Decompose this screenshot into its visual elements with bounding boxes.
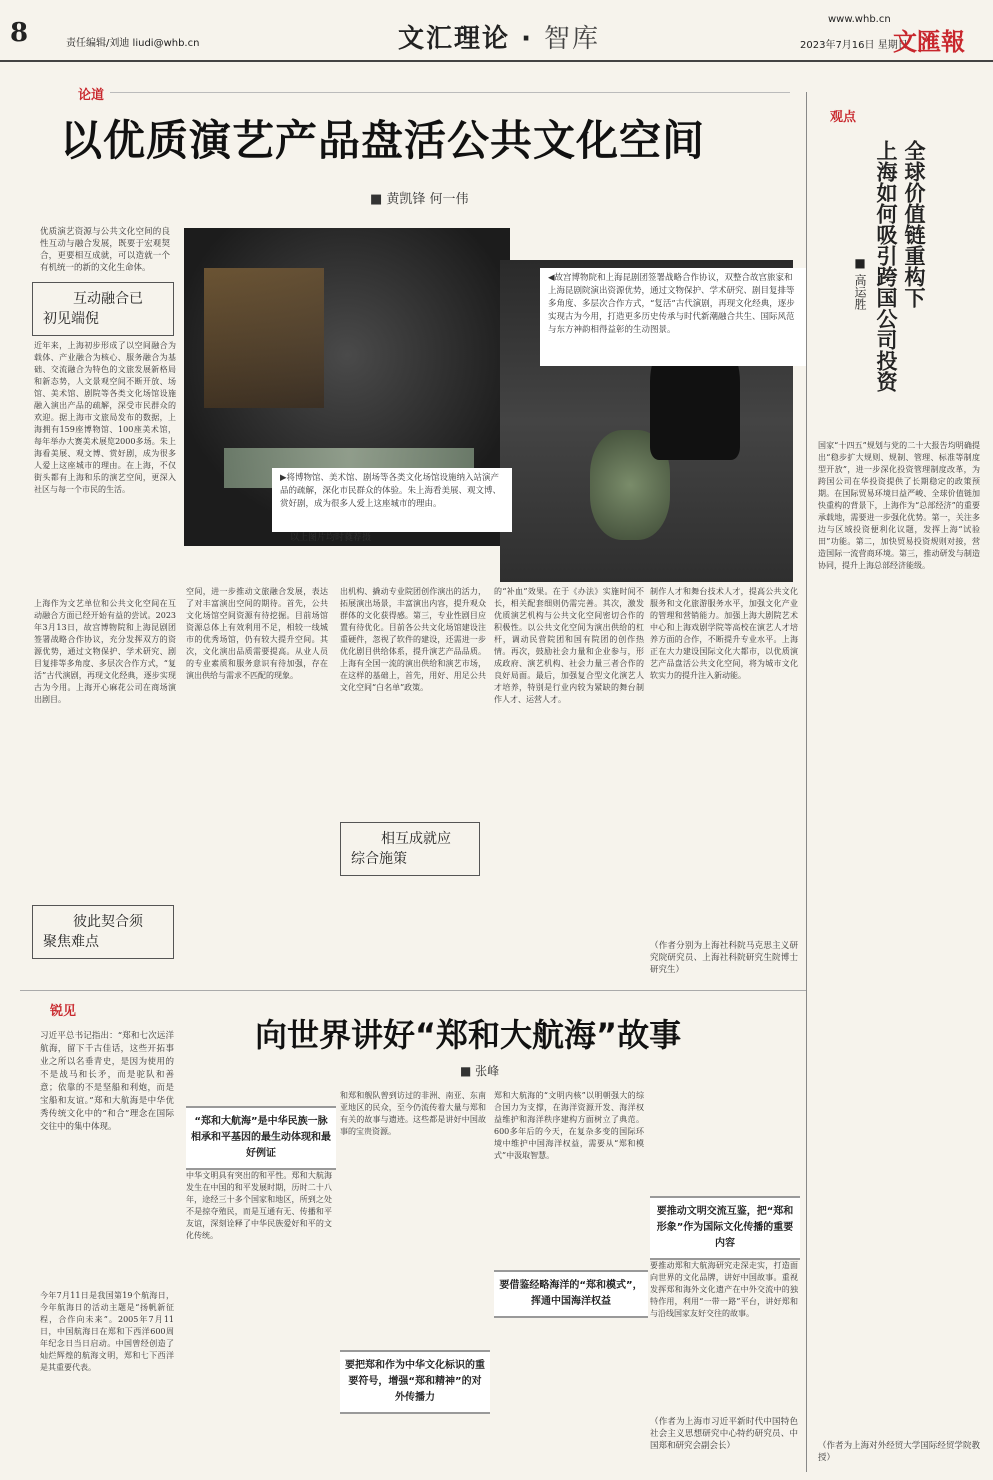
main-col-1: 近年来，上海初步形成了以空间融合为载体、产业融合为核心、服务融合为基础、交流融合为特色的文旅发展新格局和新态势，人文景观空间不断开放、场馆、美术馆、剧院等各类文化场馆设施融入演出产品的疏解，深受市民群众的欢迎。据上海市文旅局发布的数据，上海拥有159座博物馆、100座美术馆，每年举办大赛美术展览2000多场。朱上海看美展、观文博、赏好剧，成为很多人爱上这座城市的理由。在上海，不仅街头都有上海和乐的演艺空间，更深入社区与每一个市民的生活。 (34, 341, 176, 494)
main-byline: ■ 黄凯锋 何一伟 (370, 192, 469, 207)
bottom-col-5: 要推动郑和大航海研究走深走实，打造面向世界的文化品牌，讲好中国故事。重视发挥郑和海外文化遗产在中外交流中的独特作用，利用“一带一路”平台，讲好郑和与沿线国家友好交往的故事。 (650, 1261, 798, 1318)
section-subname: 智库 (544, 24, 601, 54)
main-lead: 优质演艺资源与公共文化空间的良性互动与融合发展，既要于宏观契合，更要相互成就，可以造就一个有机统一的新的文化生命体。 (40, 227, 170, 272)
bottom-pull-4: 要推动文明交流互鉴，把“郑和形象”作为国际文化传播的重要内容 (650, 1196, 800, 1260)
main-tag: 论道 (78, 88, 105, 103)
main-tag-rule (110, 92, 790, 93)
side-title-line-1: 全球价值链重构下 (902, 140, 926, 308)
main-col-6: 制作人才和舞台技术人才，提高公共文化服务和文化旅游服务水平，加强文化产业的管理和营销能力。加强上海大剧院艺术中心和上海戏剧学院等高校在演艺人才培养方面的合作，不断提升专业水平。上海正在大力建设国际文化大都市，以优质演艺产品盘活公共文化空间，将为城市文化软实力的提升注入新动能。 (650, 587, 798, 680)
bottom-divider (20, 990, 806, 991)
side-divider (806, 92, 807, 1472)
photo-tree-prop (204, 268, 324, 408)
main-col-4: 出机构、撬动专业院团创作演出的活力，拓展演出场景，丰富演出内容，提升观众群体的文化获得感。第三，专业性剧目应置有待优化。目前各公共文化场馆建设注重硬件，忽视了软件的建设，还需进一步优化剧目供给体系，提升演艺产品品质。上海有全国一流的演出供给和演艺市场，在这样的基础上，首先，用好、用足公共文化空间“白名单”政策。 (340, 587, 486, 692)
bottom-col-2: 中华文明具有突出的和平性。郑和大航海发生在中国的和平发展时期，历时二十八年，途经三十多个国家和地区，所到之处不是掠夺殖民，而是互通有无、传播和平友谊，深刻诠释了中华民族爱好和平的文化传统。 (186, 1171, 332, 1240)
subhead-1-line-1: 互动融合已 (73, 291, 143, 307)
section-name: 文汇理论 (398, 24, 511, 54)
bottom-pull-2: 要把郑和作为中华文化标识的重要符号，增强“郑和精神”的对外传播力 (340, 1350, 490, 1414)
bottom-col-1: 今年7月11日是我国第19个航海日，今年航海日的活动主题是“扬帆新征程，合作向未来”。2005年7月11日，中国航海日在郑和下西洋600周年纪念日当日启动。中国曾经创造了灿烂辉煌的航海文明，郑和七下西洋是其重要代表。 (40, 1291, 174, 1372)
photo-caption-1: ◀故宫博物院和上海昆剧团签署战略合作协议，双整合故宫旅家和上海昆剧院演出资源优势，通过文物保护、学术研究、剧目复排等多角度、多层次合作方式，“复活”古代演剧，再现文化经典，逐步实现古为今用，打造更多历史传承与时代新潮融合共生、国际风范与东方神韵相得益彰的生动图景。 (540, 268, 806, 366)
subhead-1-line-2: 初见端倪 (43, 311, 99, 327)
issue-date: 2023年7月16日 星期日 (800, 40, 908, 51)
subhead-3-line-2: 综合施策 (351, 851, 407, 867)
section-title: 文汇理论 · 智库 (398, 24, 601, 54)
bottom-col-3: 和郑和舰队曾到访过的非洲、南亚、东南亚地区的民众，至今仍流传着大量与郑和有关的故事与遗迹。这些都是讲好中国故事的宝贵资源。 (340, 1091, 486, 1136)
site-url[interactable]: www.whb.cn (828, 14, 891, 25)
side-tag: 观点 (830, 110, 857, 125)
newspaper-logo: 文匯報 (893, 27, 965, 56)
main-headline: 以优质演艺产品盘活公共文化空间 (60, 116, 706, 165)
subhead-3 (340, 822, 480, 876)
subhead-2 (32, 905, 174, 959)
bottom-col-4: 郑和大航海的“文明内核”以明朝强大的综合国力为支撑，在海洋资源开发、海洋权益维护和海洋秩序建构方面树立了典范。600多年后的今天，在复杂多变的国际环境中维护中国海洋权益，需要从“郑和模式”中汲取智慧。 (494, 1091, 644, 1160)
main-col-4-tail (340, 880, 486, 980)
side-body: 国家“十四五”规划与党的二十大报告均明确提出“稳步扩大规则、规制、管理、标准等制度型开放”，进一步深化投资管理制度改革，为跨国公司在华投资提供了长期稳定的政策预期。在国际贸易环境日益严峻、全球价值链加快重构的背景下，上海作为“总部经济”的重要承载地，需要进一步强化优势。第一，关注多边与区域投资便利化议题，发挥上海“试验田”功能。第二，加快贸易投资规则对接，营造国际一流营商环境。第三，推动研发与制造协同，提升上海总部经济能级。 (818, 441, 980, 570)
bottom-intro: 习近平总书记指出：“郑和七次远洋航海，留下千古佳话，这些开拓事业之所以名垂青史，是因为使用的不是战马和长矛，而是驼队和善意；依靠的不是坚船和利炮，而是宝船和友谊。”郑和大航海是中华优秀传统文化中的“和合”理念在国际交往中的集中体现。 (40, 1031, 174, 1132)
bottom-headline: 向世界讲好“郑和大航海”故事 (255, 1016, 682, 1054)
bottom-pull-3: 要借鉴经略海洋的“郑和模式”，挥通中国海洋权益 (494, 1270, 648, 1318)
bottom-col-5-top (650, 1090, 798, 1180)
main-col-5: 的“补血”效果。在于《办法》实施时间不长，相关配套细则仍需完善。其次，激发优质演艺机构与公共文化空间密切合作的积极性。以公共文化空间为演出供给的杠杆，调动民营院团和国有院团的创作热情。再次，鼓励社会力量和企业参与，形成政府、演艺机构、社会力量三者合作的良好局面。最后，加强复合型文化演艺人才培养，特别是行业内较为紧缺的舞台制作人才、运营人才。 (494, 587, 644, 704)
side-author-note: （作者为上海对外经贸大学国际经贸学院教授） (818, 1441, 980, 1463)
bottom-tag: 锐见 (50, 1004, 77, 1019)
bottom-byline: ■ 张峰 (460, 1064, 500, 1078)
side-byline: ■ 高运胜 (853, 256, 867, 310)
bottom-pull-1: “郑和大航海”是中华民族一脉相承和平基因的最生动体现和最好例证 (186, 1106, 336, 1170)
main-col-2: 上海作为文艺单位和公共文化空间在互动融合方面已经开始有益的尝试。2023年3月13日，故宫博物院和上海昆剧团签署战略合作协议，充分发挥双方的资源优势，通过文物保护、学术研究、剧目复排等多角度、多层次合作方式，“复活”古代演剧，再现文化经典，逐步实现古为今用。上海开心麻花公司在商场演出剧目。 (34, 599, 176, 704)
editor-credit: 责任编辑/刘迪 liudi@whb.cn (66, 38, 200, 49)
main-author-note: （作者分别为上海社科院马克思主义研究院研究员、上海社科院研究生院博士研究生） (650, 941, 798, 975)
side-title-line-2: 上海如何吸引跨国公司投资 (874, 140, 898, 392)
subhead-1 (32, 282, 174, 336)
subhead-2-line-1: 彼此契合须 (73, 914, 143, 930)
side-title (872, 140, 928, 410)
page-number: 8 (10, 18, 29, 48)
subhead-2-line-2: 聚焦难点 (43, 934, 99, 950)
photo-credit: 以上图片均时蕤荐摄 (290, 533, 372, 543)
bottom-author-note: （作者为上海市习近平新时代中国特色社会主义思想研究中心特约研究员、中国郑和研究会副会长） (650, 1417, 798, 1451)
main-col-3: 空间，进一步推动文旅融合发展，表达了对丰富演出空间的期待。首先，公共文化场馆空间资源有待挖掘。目前场馆资源总体上有效利用不足，相较一线城市的优秀场馆，仍有较大提升空间。其次，文化演出品质需要提高。从业人员的专业素质和服务意识有待加强，存在演出供给与需求不匹配的现象。 (186, 587, 328, 680)
photo-caption-2: ▶将博物馆、美术馆、剧场等各类文化场馆设施纳入站演产品的疏解，深化市民群众的体验。朱上海看美展、观文博、赏好剧，成为很多人爱上这座城市的理由。 (272, 468, 512, 532)
subhead-3-line-1: 相互成就应 (381, 831, 451, 847)
